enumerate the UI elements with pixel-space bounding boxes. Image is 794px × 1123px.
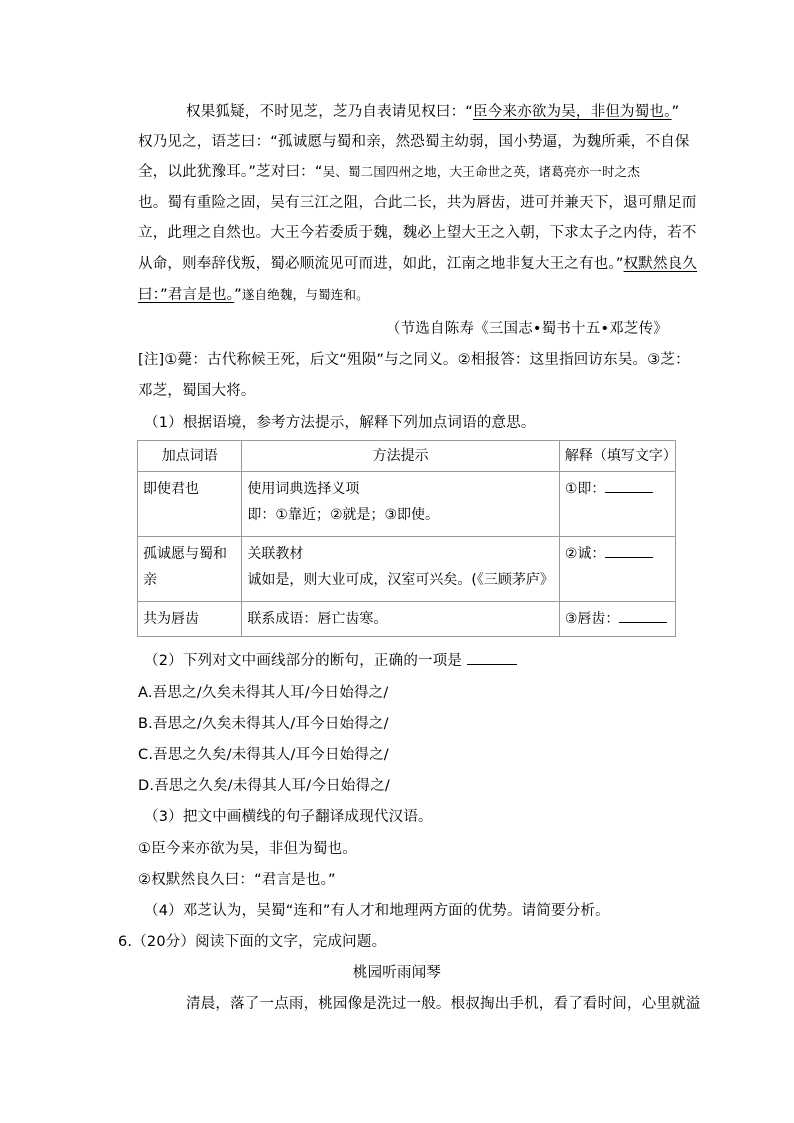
passage-line-6 [138,253,697,275]
table-cell-word: 即使君也 [138,472,242,537]
article-first-line: 清晨，落了一点雨，桃园像是洗过一般。根叔掏出手机，看了看时间，心里就溢 [186,996,701,1012]
hint-line: 使用词典选择义项 [247,481,360,497]
option-d: D.吾思之久矣/未得其人耳/今日始得之/ [138,778,390,794]
hint-line: 关联教材 [247,546,304,562]
table-cell-hint [242,537,559,602]
table-cell-word: 共为唇齿 [138,602,242,637]
question-3-item-2: ②权默然良久曰：“君言是也。” [138,872,336,888]
table-cell-hint [242,472,559,537]
table-header: 解释（填写文字） [559,441,675,472]
annotation-line-2: 邓芝，蜀国大将。 [138,383,256,399]
question-6-heading: 6.（20分）阅读下面的文字，完成问题。 [118,934,387,950]
underlined-sentence-2-end: 曰：”君言是也。 [138,287,235,303]
option-b: B.吾思之/久矣未得其人/耳今日始得之/ [138,716,389,732]
hint-line: 即：①靠近；②就是；③即使。 [247,507,440,523]
table-row [138,472,676,537]
question-4-prompt: （4）邓芝认为，吴蜀“连和”有人才和地理两方面的优势。请简要分析。 [144,903,610,919]
question-2-text: （2）下列对文中画线部分的断句，正确的一项是 [144,653,463,669]
table-cell-answer [559,472,675,537]
passage-text-small: 遂自绝魏，与蜀连和。 [241,287,369,302]
passage-line-1 [186,101,679,123]
table-cell-answer [559,602,675,637]
option-c: C.吾思之久矣/未得其人/耳今日始得之/ [138,747,389,763]
answer-label: ②诚： [564,546,606,562]
passage-text: 权果狐疑，不时见芝，芝乃自表请见权曰：“ [186,104,474,120]
underlined-sentence-1: 臣今来亦欲为吴，非但为蜀也。 [473,104,672,120]
answer-blank[interactable] [605,478,653,493]
table-header-row [138,441,676,472]
table-header: 方法提示 [242,441,559,472]
vocabulary-table [137,440,676,637]
answer-label: ③唇齿： [564,611,620,627]
table-row [138,602,676,637]
passage-line-3 [138,161,640,183]
passage-line-4: 也。蜀有重险之固，吴有三江之阻，合此二长，共为唇齿，进可并兼天下，退可鼎足而 [138,195,697,211]
passage-line-7 [138,284,369,306]
hint-line: 诚如是，则大业可成，汉室可兴矣。(《三顾茅庐》 [247,572,554,588]
table-cell-hint [242,602,559,637]
underlined-sentence-2: 权默然良久 [623,256,698,272]
question-1-prompt: （1）根据语境，参考方法提示，解释下列加点词语的意思。 [144,415,536,431]
answer-blank[interactable] [619,608,667,623]
answer-blank[interactable] [467,650,517,665]
hint-line: 联系成语：唇亡齿寒。 [247,611,388,627]
answer-blank[interactable] [605,543,653,558]
passage-text-small: 吴、蜀二国四州之地，大王命世之英，诸葛亮亦一时之杰 [322,164,641,179]
passage-line-5: 立，此理之自然也。大王今若委质于魏，魏必上望大王之入朝，下求太子之内侍，若不 [138,225,697,241]
option-a: A.吾思之/久矣未得其人耳/今日始得之/ [138,685,389,701]
table-cell-answer [559,537,675,602]
passage-text: 从命，则奉辞伐叛，蜀必顺流见可而进，如此，江南之地非复大王之有也。” [138,256,624,272]
annotation-line-1: [注]①薨：古代称候王死，后文“殂陨”与之同义。②相报答：这里指回访东吴。③芝： [138,352,690,368]
question-2-prompt [144,650,517,672]
article-title: 桃园听雨闻琴 [352,965,442,981]
table-header: 加点词语 [138,441,242,472]
answer-label: ①即： [564,481,606,497]
question-3-prompt: （3）把文中画横线的句子翻译成现代汉语。 [144,809,433,825]
passage-text: ” [671,104,680,120]
table-row [138,537,676,602]
table-cell-word: 孤诚愿与蜀和亲 [138,537,242,602]
passage-line-2: 权乃见之，语芝曰：“孤诚愿与蜀和亲，然恐蜀主幼弱，国小势逼，为魏所乘，不自保 [138,134,690,150]
question-3-item-1: ①臣今来亦欲为吴，非但为蜀也。 [138,841,357,857]
passage-source: （节选自陈寿《三国志•蜀书十五•邓芝传》 [385,321,668,337]
passage-text: 全，以此犹豫耳。”芝对曰：“ [138,164,323,180]
passage-text: ” [234,287,242,303]
